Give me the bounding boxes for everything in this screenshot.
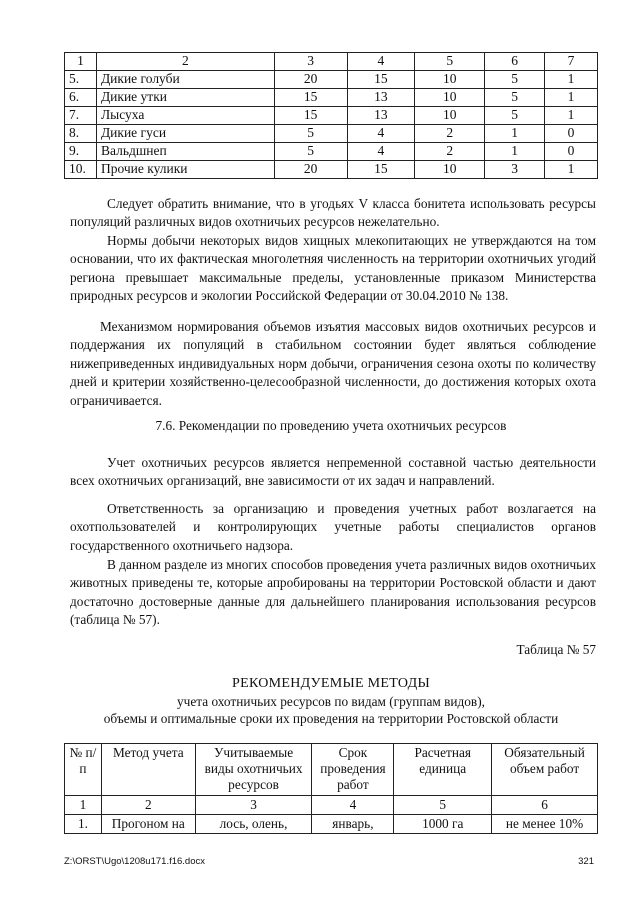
paragraph: В данном разделе из многих способов проведения учета различных видов охотничьих животных приведены те, которые апробированы на территории Ростовской области и дают достаточно достоверные данные для дальнейшего планирования использования ресурсов (таблица № 57). — [70, 557, 596, 628]
table-cell: 4 — [347, 125, 415, 143]
table-cell: Дикие голуби — [96, 71, 274, 89]
census-methods-table — [64, 743, 598, 834]
table-cell: 20 — [274, 161, 347, 179]
table-row — [65, 89, 598, 107]
table-title: РЕКОМЕНДУЕМЫЕ МЕТОДЫ — [232, 676, 430, 691]
table-cell: 5 — [394, 796, 492, 815]
table-cell: 9. — [65, 143, 97, 161]
table-cell: 10. — [65, 161, 97, 179]
table-cell: Метод учета — [101, 744, 195, 796]
table-cell: 15 — [347, 161, 415, 179]
table-row — [65, 71, 598, 89]
table-cell: 10 — [415, 161, 485, 179]
table-cell: 5. — [65, 71, 97, 89]
paragraph: Ответственность за организацию и проведения учетных работ возлагается на охотпользователей и контролирующих учетные работы специалистов органов государственного охотничьего надзора. — [70, 501, 596, 553]
table-cell: Срок проведения работ — [312, 744, 394, 796]
table-cell: 13 — [347, 107, 415, 125]
table-cell: 5 — [485, 71, 545, 89]
table-cell: 3 — [195, 796, 312, 815]
table-cell: 10 — [415, 89, 485, 107]
table-cell: 5 — [274, 125, 347, 143]
table-row — [65, 815, 598, 834]
table-cell: 20 — [274, 71, 347, 89]
table-cell: 1 — [485, 143, 545, 161]
table-row — [65, 125, 598, 143]
table-cell: 15 — [274, 89, 347, 107]
table-subtitle: объемы и оптимальные сроки их проведения на территории Ростовской области — [103, 711, 559, 726]
bag-limits-table — [64, 52, 598, 179]
table-cell: Прочие кулики — [96, 161, 274, 179]
table-cell: 15 — [347, 71, 415, 89]
table-cell: 1 — [545, 161, 598, 179]
table-cell: 10 — [415, 71, 485, 89]
paragraph: Следует обратить внимание, что в угодьях V класса бонитета использовать ресурсы популяций различных видов охотничьих ресурсов нежелательно. — [70, 196, 596, 230]
table-cell: 2 — [415, 125, 485, 143]
table-cell: 1 — [65, 53, 97, 71]
table-cell: 4 — [312, 796, 394, 815]
paragraph: Механизмом нормирования объемов изъятия массовых видов охотничьих ресурсов и поддержания их популяций в стабильном состоянии будет являться соблюдение нижеприведенных индивидуальных норм добычи, ограничения сезона охоты по количеству дней и критерии хозяйственно-целесообразной численности, до достижения которых охота ограничивается. — [70, 319, 596, 408]
table-cell: Вальдшнеп — [96, 143, 274, 161]
section-title: 7.6. Рекомендации по проведению учета охотничьих ресурсов — [155, 418, 507, 433]
table-cell: 13 — [347, 89, 415, 107]
table-cell: 1. — [65, 815, 102, 834]
table-row — [65, 143, 598, 161]
table-cell: 0 — [545, 125, 598, 143]
table-cell: 4 — [347, 53, 415, 71]
table-cell: Расчетная единица — [394, 744, 492, 796]
table-cell: 5 — [485, 107, 545, 125]
table-cell: 1000 га — [394, 815, 492, 834]
table-cell: 7 — [545, 53, 598, 71]
table-cell: 1 — [545, 89, 598, 107]
table-cell: 0 — [545, 143, 598, 161]
table-cell: Учитываемые виды охотничьих ресурсов — [195, 744, 312, 796]
table-cell: лось, олень, — [195, 815, 312, 834]
table-cell: 6 — [485, 53, 545, 71]
table-row — [65, 796, 598, 815]
page-number: 321 — [578, 856, 594, 867]
table-cell: 3 — [274, 53, 347, 71]
footer-file-path: Z:\ORST\Ugo\1208u171.f16.docx — [64, 856, 205, 867]
table-cell: не менее 10% — [492, 815, 598, 834]
table-cell: 3 — [485, 161, 545, 179]
table-cell: 6. — [65, 89, 97, 107]
table-cell: 1 — [545, 107, 598, 125]
table-cell: Прогоном на — [101, 815, 195, 834]
table-cell: 2 — [101, 796, 195, 815]
paragraph: Учет охотничьих ресурсов является непременной составной частью деятельности всех охотничьих организаций, вне зависимости от их задач и направлений. — [70, 455, 596, 489]
table-header-row — [65, 53, 598, 71]
table-cell: Лысуха — [96, 107, 274, 125]
table-cell: Дикие утки — [96, 89, 274, 107]
paragraph: Нормы добычи некоторых видов хищных млекопитающих не утверждаются на том основании, что их фактическая многолетняя численность на территории охотничьих угодий региона превышает максимальные пределы, установленные приказом Министерства природных ресурсов и экологии Российской Федерации от 30.04.2010 № 138. — [70, 233, 596, 304]
table-label: Таблица № 57 — [516, 642, 596, 657]
table-cell: январь, — [312, 815, 394, 834]
table-header-row — [65, 744, 598, 796]
table-cell: 1 — [485, 125, 545, 143]
table-row — [65, 161, 598, 179]
table-cell: 2 — [96, 53, 274, 71]
table-cell: 5 — [274, 143, 347, 161]
table-cell: 5 — [485, 89, 545, 107]
table-cell: 1 — [65, 796, 102, 815]
table-cell: 6 — [492, 796, 598, 815]
table-subtitle: учета охотничьих ресурсов по видам (группам видов), — [177, 694, 485, 709]
table-cell: 1 — [545, 71, 598, 89]
table-cell: 4 — [347, 143, 415, 161]
table-cell: № п/п — [65, 744, 102, 796]
table-cell: 8. — [65, 125, 97, 143]
table-cell: 10 — [415, 107, 485, 125]
table-cell: 2 — [415, 143, 485, 161]
table-row — [65, 107, 598, 125]
table-cell: Дикие гуси — [96, 125, 274, 143]
table-cell: 7. — [65, 107, 97, 125]
table-cell: 5 — [415, 53, 485, 71]
table-cell: Обязательный объем работ — [492, 744, 598, 796]
table-cell: 15 — [274, 107, 347, 125]
